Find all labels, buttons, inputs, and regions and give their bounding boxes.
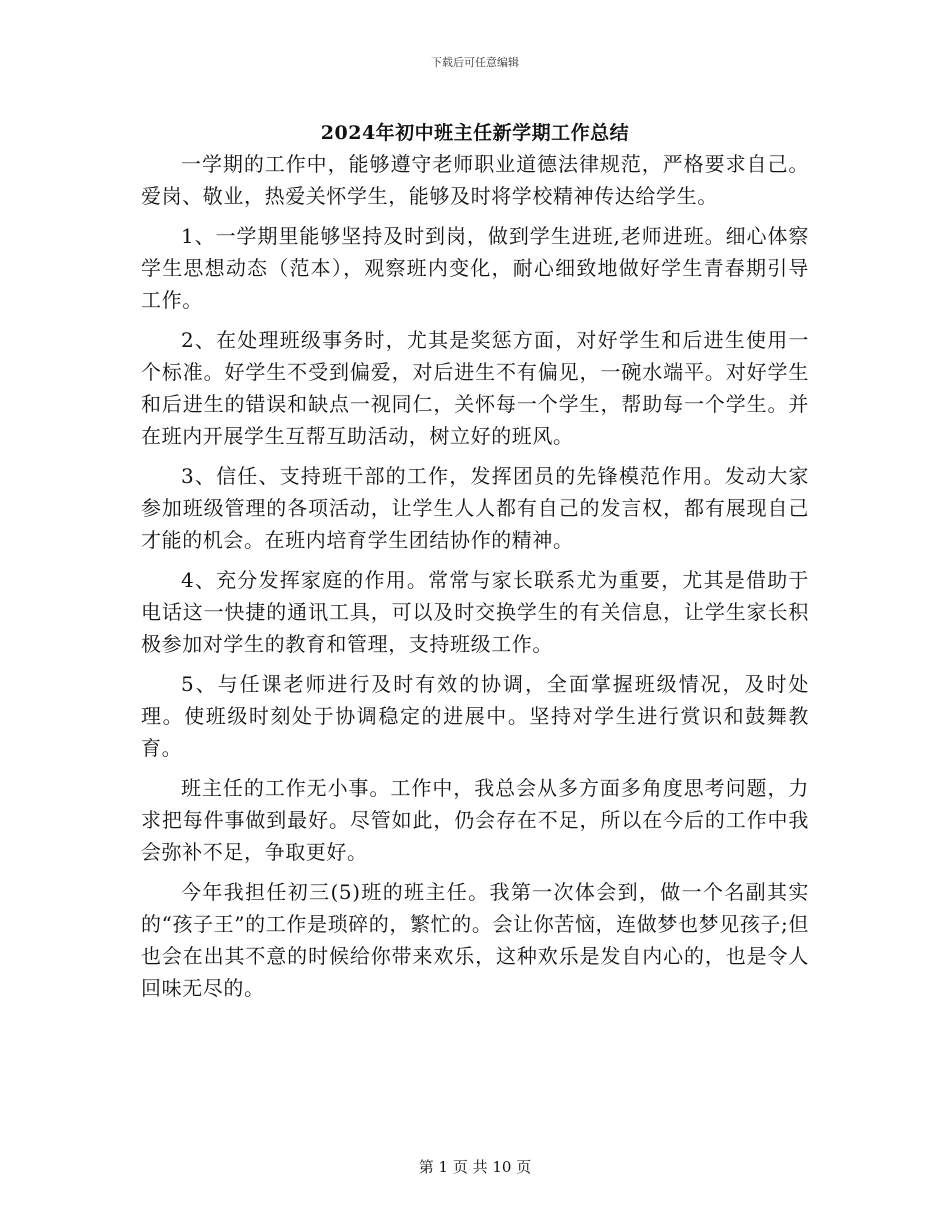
paragraph-item-1: 1、一学期里能够坚持及时到岗，做到学生进班,老师进班。细心体察学生思想动态（范本），观察班内变化，耐心细致地做好学生青春期引导工作。 <box>141 224 809 312</box>
document-body <box>141 148 809 1012</box>
paragraph-item-5: 5、与任课老师进行及时有效的协调，全面掌握班级情况，及时处理。使班级时刻处于协调稳定的进展中。坚持对学生进行赏识和鼓舞教育。 <box>141 672 809 760</box>
paragraph-reflection: 今年我担任初三(5)班的班主任。我第一次体会到，做一个名副其实的“孩子王”的工作是琐碎的，繁忙的。会让你苦恼，连做梦也梦见孩子;但也会在出其不意的时候给你带来欢乐，这种欢乐是发自内心的，也是令人回味无尽的。 <box>141 880 809 1000</box>
paragraph-item-4: 4、充分发挥家庭的作用。常常与家长联系尤为重要，尤其是借助于电话这一快捷的通讯工具，可以及时交换学生的有关信息，让学生家长积极参加对学生的教育和管理，支持班级工作。 <box>141 568 809 656</box>
page-number-footer: 第 1 页 共 10 页 <box>418 1158 532 1176</box>
document-title: 2024年初中班主任新学期工作总结 <box>320 122 630 144</box>
paragraph-summary: 班主任的工作无小事。工作中，我总会从多方面多角度思考问题，力求把每件事做到最好。尽管如此，仍会存在不足，所以在今后的工作中我会弥补不足，争取更好。 <box>141 776 809 864</box>
paragraph-item-2: 2、在处理班级事务时，尤其是奖惩方面，对好学生和后进生使用一个标准。好学生不受到偏爱，对后进生不有偏见，一碗水端平。对好学生和后进生的错误和缺点一视同仁，关怀每一个学生，帮助每一个学生。并在班内开展学生互帮互助活动，树立好的班风。 <box>141 328 809 448</box>
paragraph-intro: 一学期的工作中，能够遵守老师职业道德法律规范，严格要求自己。爱岗、敬业，热爱关怀学生，能够及时将学校精神传达给学生。 <box>141 152 809 208</box>
paragraph-item-3: 3、信任、支持班干部的工作，发挥团员的先锋模范作用。发动大家参加班级管理的各项活动，让学生人人都有自己的发言权，都有展现自己才能的机会。在班内培育学生团结协作的精神。 <box>141 464 809 552</box>
header-note: 下载后可任意编辑 <box>431 56 519 69</box>
